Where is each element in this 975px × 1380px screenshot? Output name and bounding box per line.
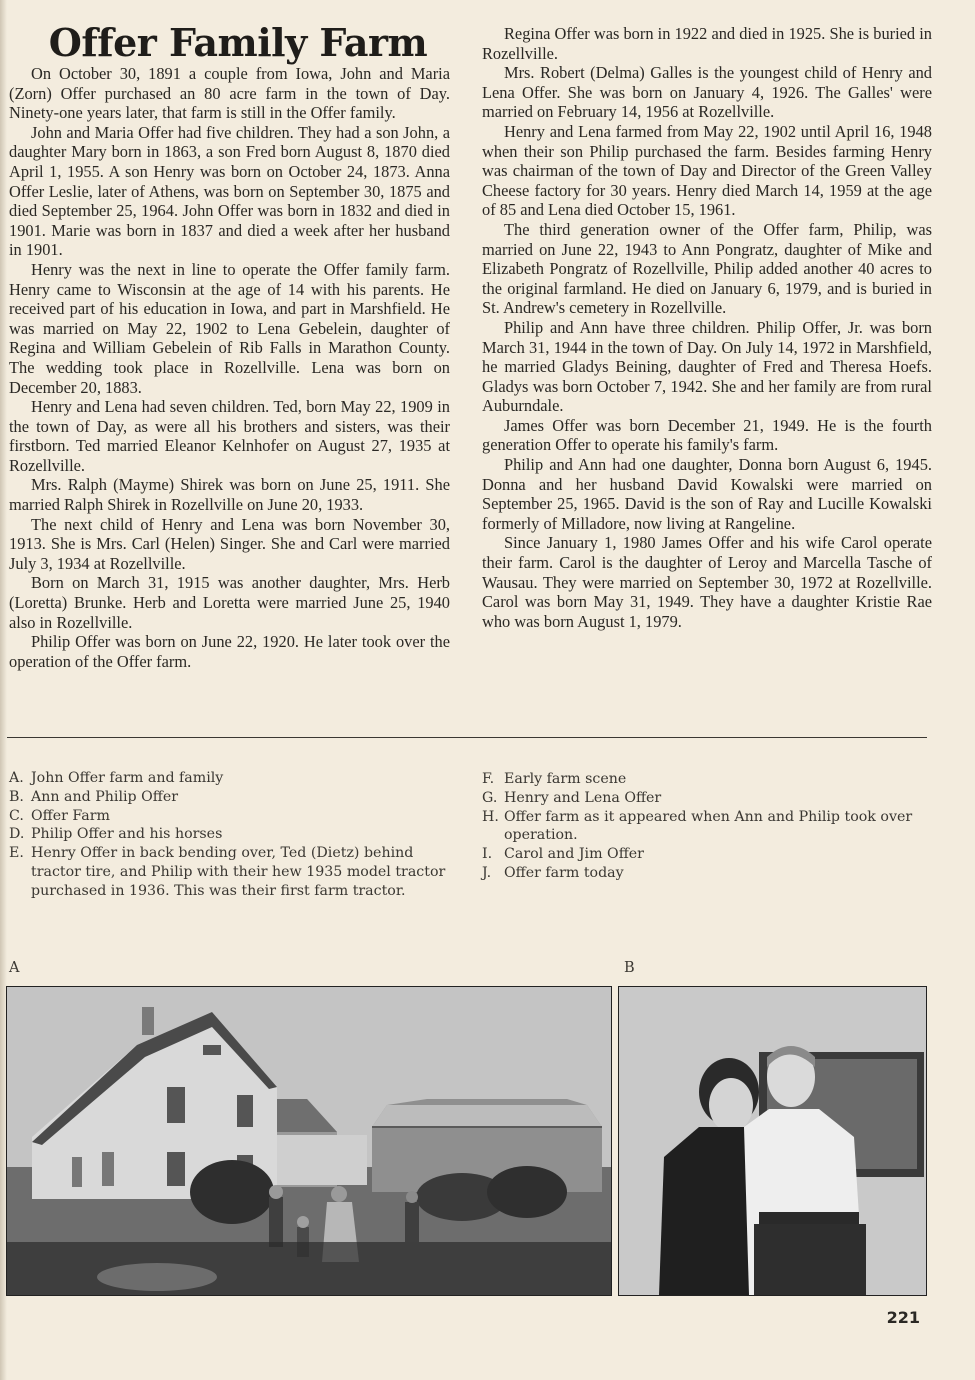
paragraph: Philip and Ann have three children. Philip Offer, Jr. was born March 31, 1944 in the town of Day. On July 14, 1972 in Marshfield, he married Gladys Beining, daughter of Fred and Theresa Hoefs. Gladys was born October 7, 1942. She and her family are from rural Auburndale. (482, 317, 932, 416)
paragraph: John and Maria Offer had five children. They had a son John, a daughter Mary born in 1863, a son Fred born August 8, 1870 died April 1, 1955. A son Henry was born on October 24, 1873. Anna Offer Leslie, later of Athens, was born on September 30, 1875 and died September 25, 1964. John Offer was born in 1832 and died in 1901. Marie was born in 1837 and died a week after her husband in 1901. (9, 122, 450, 260)
caption-text: Ann and Philip Offer (31, 788, 178, 805)
caption-letter: I. (482, 846, 493, 863)
caption-item (9, 769, 449, 788)
caption-item (9, 825, 449, 844)
paragraph: Mrs. Robert (Delma) Galles is the youngest child of Henry and Lena Offer. She was born on January 4, 1926. The Galles' were married on February 14, 1956 at Rozellville. (482, 63, 932, 122)
farmhouse-photo (6, 986, 612, 1296)
caption-item (9, 807, 449, 826)
section-divider (7, 737, 927, 738)
caption-text: John Offer farm and family (31, 770, 224, 786)
paragraph: Philip and Ann had one daughter, Donna born August 6, 1945. Donna and her husband David Kowalski were married on September 25, 1965. David is the son of Ray and Lucille Kowalski formerly of Milladore, now living at Rangeline. (482, 455, 932, 533)
paragraph: James Offer was born December 21, 1949. He is the fourth generation Offer to operate his family's farm. (482, 415, 932, 455)
caption-item (482, 789, 927, 808)
paragraph: Henry and Lena had seven children. Ted, born May 22, 1909 in the town of Day, as were all his brothers and sisters, was their firstborn. Ted married Eleanor Kelnhofer on August 27, 1935 at Rozellville. (9, 397, 450, 475)
caption-item (482, 770, 927, 789)
caption-text: Offer farm today (504, 864, 624, 881)
paragraph: Henry was the next in line to operate the Offer family farm. Henry came to Wisconsin at the age of 14 with his parents. He received part of his education in Iowa, and part in Marshfield. He was married on May 22, 1902 to Lena Gebelein, daughter of Regina and William Gebelein of Rib Falls in Marathon County. The wedding took place in Rozellville. Lena was born on December 20, 1883. (9, 259, 450, 397)
caption-text: Philip Offer and his horses (31, 826, 223, 843)
caption-item (9, 788, 449, 807)
article-title: Offer Family Farm (48, 20, 428, 65)
paragraph: The third generation owner of the Offer farm, Philip, was married on June 22, 1943 to Ann Pongratz, daughter of Mike and Elizabeth Pongratz of Rozellville, Philip added another 40 acres to the original farmland. He died on January 6, 1979, and is buried in St. Andrew's cemetery in Rozellville. (482, 219, 932, 318)
photo-b-label: B (624, 960, 635, 976)
caption-letter: J. (482, 864, 492, 881)
paragraph: Born on March 31, 1915 was another daughter, Mrs. Herb (Loretta) Brunke. Herb and Loretta were married June 25, 1940 also in Rozellville. (9, 573, 450, 632)
caption-letter: E. (9, 845, 24, 862)
caption-letter: F. (482, 771, 495, 787)
photo-captions-left (9, 769, 449, 901)
right-text-column (482, 24, 932, 631)
caption-text: Offer farm as it appeared when Ann and Philip took over operation. (504, 808, 913, 844)
caption-item (482, 808, 927, 846)
paragraph: Since January 1, 1980 James Offer and his wife Carol operate their farm. Carol is the daughter of Leroy and Marcella Tasche of Wausau. They were married on September 30, 1972 at Rozellville. Carol was born May 31, 1949. They have a daughter Kristie Rae who was born August 1, 1979. (482, 533, 932, 631)
caption-item (482, 845, 927, 864)
caption-item (9, 844, 449, 900)
farmhouse-illustration (7, 987, 611, 1295)
caption-letter: H. (482, 808, 499, 825)
caption-letter: B. (9, 788, 24, 805)
caption-text: Carol and Jim Offer (504, 846, 644, 863)
left-text-column (9, 64, 450, 671)
paragraph: Henry and Lena farmed from May 22, 1902 until April 16, 1948 when their son Philip purchased the farm. Besides farming Henry was chairman of the town of Day and Director of the Green Valley Cheese factory for 30 years. Henry died March 14, 1959 at the age of 85 and Lena died October 15, 1961. (482, 121, 932, 220)
photo-a-label: A (9, 960, 20, 976)
paragraph: On October 30, 1891 a couple from Iowa, John and Maria (Zorn) Offer purchased an 80 acre farm in the town of Day. Ninety-one years later, that farm is still in the Offer family. (9, 64, 450, 123)
couple-portrait-photo (618, 986, 927, 1296)
caption-text: Early farm scene (504, 771, 627, 787)
couple-portrait-illustration (619, 987, 926, 1295)
caption-item (482, 864, 927, 883)
page-number: 221 (886, 1308, 920, 1327)
caption-text: Offer Farm (31, 807, 110, 824)
paragraph: Philip Offer was born on June 22, 1920. He later took over the operation of the Offer farm. (9, 632, 450, 671)
paragraph: Regina Offer was born in 1922 and died in 1925. She is buried in Rozellville. (482, 24, 932, 63)
caption-letter: G. (482, 789, 498, 806)
paragraph: Mrs. Ralph (Mayme) Shirek was born on June 25, 1911. She married Ralph Shirek in Rozellville on June 20, 1933. (9, 475, 450, 515)
caption-text: Henry and Lena Offer (504, 789, 662, 806)
paragraph: The next child of Henry and Lena was born November 30, 1913. She is Mrs. Carl (Helen) Singer. She and Carl were married July 3, 1934 at Rozellville. (9, 514, 450, 573)
caption-letter: C. (9, 807, 24, 824)
photo-captions-right (482, 770, 927, 883)
caption-letter: D. (9, 826, 25, 843)
caption-text: Henry Offer in back bending over, Ted (Dietz) behind tractor tire, and Philip with their hew 1935 model tractor purchased in 1936. This was their first farm tractor. (31, 845, 446, 899)
caption-letter: A. (9, 770, 24, 786)
